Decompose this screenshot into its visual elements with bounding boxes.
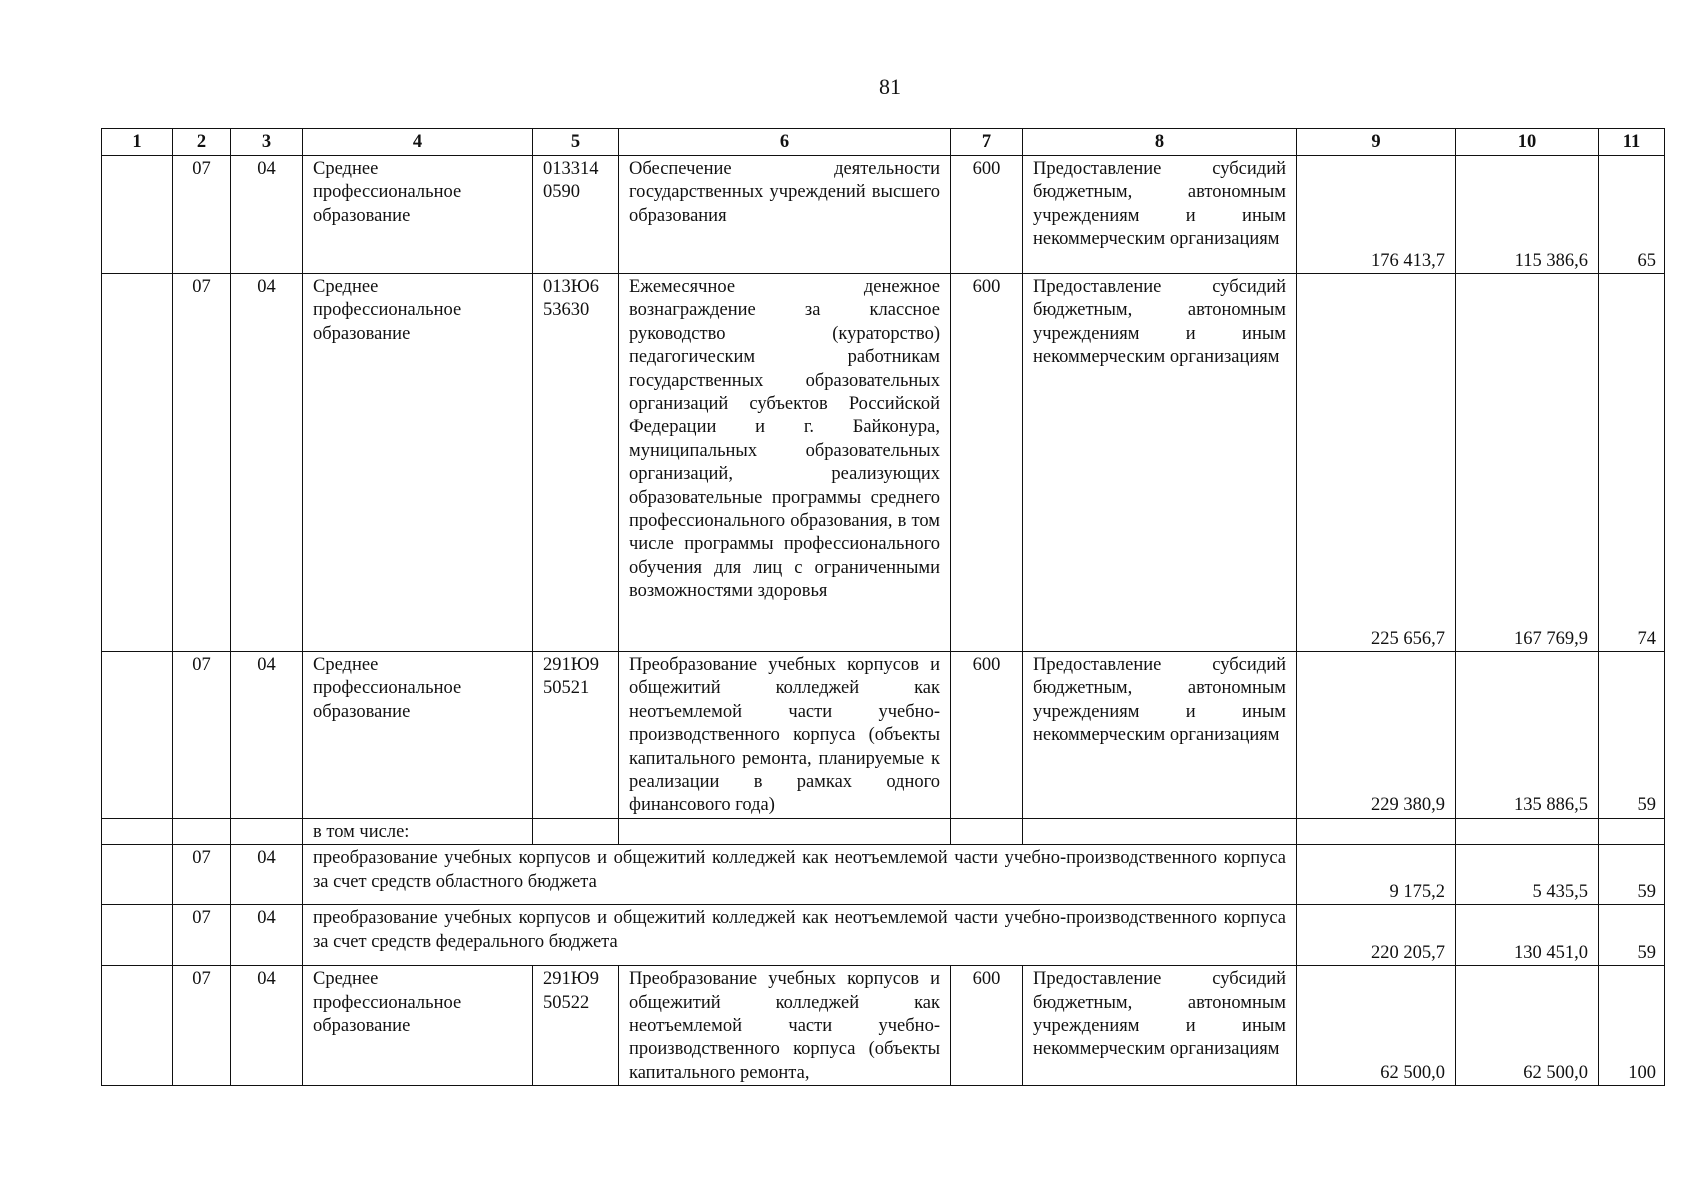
table-row bbox=[102, 845, 1665, 905]
cell-merged-description: преобразование учебных корпусов и общежитий колледжей как неотъемлемой части учебно-производственного корпуса за счет средств областного бюджета bbox=[303, 845, 1297, 905]
cell-target-code: 013314 0590 bbox=[533, 156, 619, 274]
cell-subsection-name: Среднее профессиональное образование bbox=[303, 652, 533, 819]
cell-target-name: Ежемесячное денежное вознаграждение за классное руководство (кураторство) педагогическим работникам государственных образовательных организаций субъектов Российской Федерации и г. Байконура, муниципальных образовательных организаций, реализующих образовательные программы среднего профессионального образования, в том числе программы профессионального обучения для лиц с ограниченными возможностями здоровья bbox=[619, 274, 951, 652]
col-header: 8 bbox=[1023, 129, 1297, 156]
col-header: 11 bbox=[1599, 129, 1665, 156]
col-header: 4 bbox=[303, 129, 533, 156]
cell-subsection: 04 bbox=[231, 905, 303, 966]
table-row bbox=[102, 818, 1665, 844]
cell-actual-amount: 167 769,9 bbox=[1456, 274, 1599, 652]
cell-percent: 65 bbox=[1599, 156, 1665, 274]
cell-percent: 59 bbox=[1599, 652, 1665, 819]
cell-actual-amount: 130 451,0 bbox=[1456, 905, 1599, 966]
cell-merged-description: преобразование учебных корпусов и общежитий колледжей как неотъемлемой части учебно-производственного корпуса за счет средств федерального бюджета bbox=[303, 905, 1297, 966]
cell-empty bbox=[951, 818, 1023, 844]
cell-target-code: 013Ю6 53630 bbox=[533, 274, 619, 652]
col-header: 7 bbox=[951, 129, 1023, 156]
col-header: 6 bbox=[619, 129, 951, 156]
col-header: 3 bbox=[231, 129, 303, 156]
cell-percent: 100 bbox=[1599, 966, 1665, 1086]
table-row bbox=[102, 966, 1665, 1086]
cell-empty bbox=[231, 818, 303, 844]
col-header: 5 bbox=[533, 129, 619, 156]
cell-subsection-name: Среднее профессиональное образование bbox=[303, 966, 533, 1086]
table-row bbox=[102, 652, 1665, 819]
cell-empty bbox=[1599, 818, 1665, 844]
cell-empty bbox=[102, 966, 173, 1086]
cell-expense-type-name: Предоставление субсидий бюджетным, автономным учреждениям и иным некоммерческим организациям bbox=[1023, 652, 1297, 819]
cell-empty bbox=[173, 818, 231, 844]
cell-including-label: в том числе: bbox=[303, 818, 533, 844]
cell-empty bbox=[102, 652, 173, 819]
budget-table bbox=[101, 128, 1665, 1086]
cell-plan-amount: 176 413,7 bbox=[1297, 156, 1456, 274]
cell-empty bbox=[102, 905, 173, 966]
cell-empty bbox=[1297, 818, 1456, 844]
cell-empty bbox=[102, 845, 173, 905]
col-header: 2 bbox=[173, 129, 231, 156]
cell-target-code: 291Ю9 50522 bbox=[533, 966, 619, 1086]
cell-expense-type-name: Предоставление субсидий бюджетным, автономным учреждениям и иным некоммерческим организациям bbox=[1023, 274, 1297, 652]
cell-expense-type: 600 bbox=[951, 652, 1023, 819]
cell-subsection: 04 bbox=[231, 274, 303, 652]
col-header: 9 bbox=[1297, 129, 1456, 156]
cell-section: 07 bbox=[173, 966, 231, 1086]
cell-empty bbox=[1023, 818, 1297, 844]
cell-plan-amount: 220 205,7 bbox=[1297, 905, 1456, 966]
cell-percent: 59 bbox=[1599, 905, 1665, 966]
cell-actual-amount: 115 386,6 bbox=[1456, 156, 1599, 274]
cell-plan-amount: 225 656,7 bbox=[1297, 274, 1456, 652]
cell-expense-type: 600 bbox=[951, 156, 1023, 274]
cell-expense-type-name: Предоставление субсидий бюджетным, автономным учреждениям и иным некоммерческим организациям bbox=[1023, 966, 1297, 1086]
cell-subsection: 04 bbox=[231, 845, 303, 905]
cell-expense-type: 600 bbox=[951, 966, 1023, 1086]
page-number: 81 bbox=[879, 74, 901, 99]
table-row bbox=[102, 274, 1665, 652]
cell-empty bbox=[102, 818, 173, 844]
cell-subsection-name: Среднее профессиональное образование bbox=[303, 274, 533, 652]
header-row bbox=[102, 129, 1665, 156]
cell-empty bbox=[102, 156, 173, 274]
cell-empty bbox=[102, 274, 173, 652]
cell-section: 07 bbox=[173, 845, 231, 905]
cell-plan-amount: 229 380,9 bbox=[1297, 652, 1456, 819]
cell-target-name: Преобразование учебных корпусов и общежитий колледжей как неотъемлемой части учебно-производственного корпуса (объекты капитального ремонта, bbox=[619, 966, 951, 1086]
cell-target-name: Обеспечение деятельности государственных учреждений высшего образования bbox=[619, 156, 951, 274]
col-header: 1 bbox=[102, 129, 173, 156]
cell-empty bbox=[1456, 818, 1599, 844]
cell-empty bbox=[533, 818, 619, 844]
table-row bbox=[102, 905, 1665, 966]
cell-plan-amount: 9 175,2 bbox=[1297, 845, 1456, 905]
cell-subsection: 04 bbox=[231, 966, 303, 1086]
cell-section: 07 bbox=[173, 905, 231, 966]
cell-actual-amount: 135 886,5 bbox=[1456, 652, 1599, 819]
table-row bbox=[102, 156, 1665, 274]
cell-actual-amount: 5 435,5 bbox=[1456, 845, 1599, 905]
cell-percent: 74 bbox=[1599, 274, 1665, 652]
cell-empty bbox=[619, 818, 951, 844]
cell-expense-type-name: Предоставление субсидий бюджетным, автономным учреждениям и иным некоммерческим организациям bbox=[1023, 156, 1297, 274]
cell-expense-type: 600 bbox=[951, 274, 1023, 652]
cell-section: 07 bbox=[173, 652, 231, 819]
cell-plan-amount: 62 500,0 bbox=[1297, 966, 1456, 1086]
cell-section: 07 bbox=[173, 156, 231, 274]
col-header: 10 bbox=[1456, 129, 1599, 156]
cell-percent: 59 bbox=[1599, 845, 1665, 905]
cell-subsection: 04 bbox=[231, 156, 303, 274]
cell-subsection: 04 bbox=[231, 652, 303, 819]
cell-target-name: Преобразование учебных корпусов и общежитий колледжей как неотъемлемой части учебно-производственного корпуса (объекты капитального ремонта, планируемые к реализации в рамках одного финансового года) bbox=[619, 652, 951, 819]
cell-target-code: 291Ю9 50521 bbox=[533, 652, 619, 819]
cell-subsection-name: Среднее профессиональное образование bbox=[303, 156, 533, 274]
cell-section: 07 bbox=[173, 274, 231, 652]
cell-actual-amount: 62 500,0 bbox=[1456, 966, 1599, 1086]
